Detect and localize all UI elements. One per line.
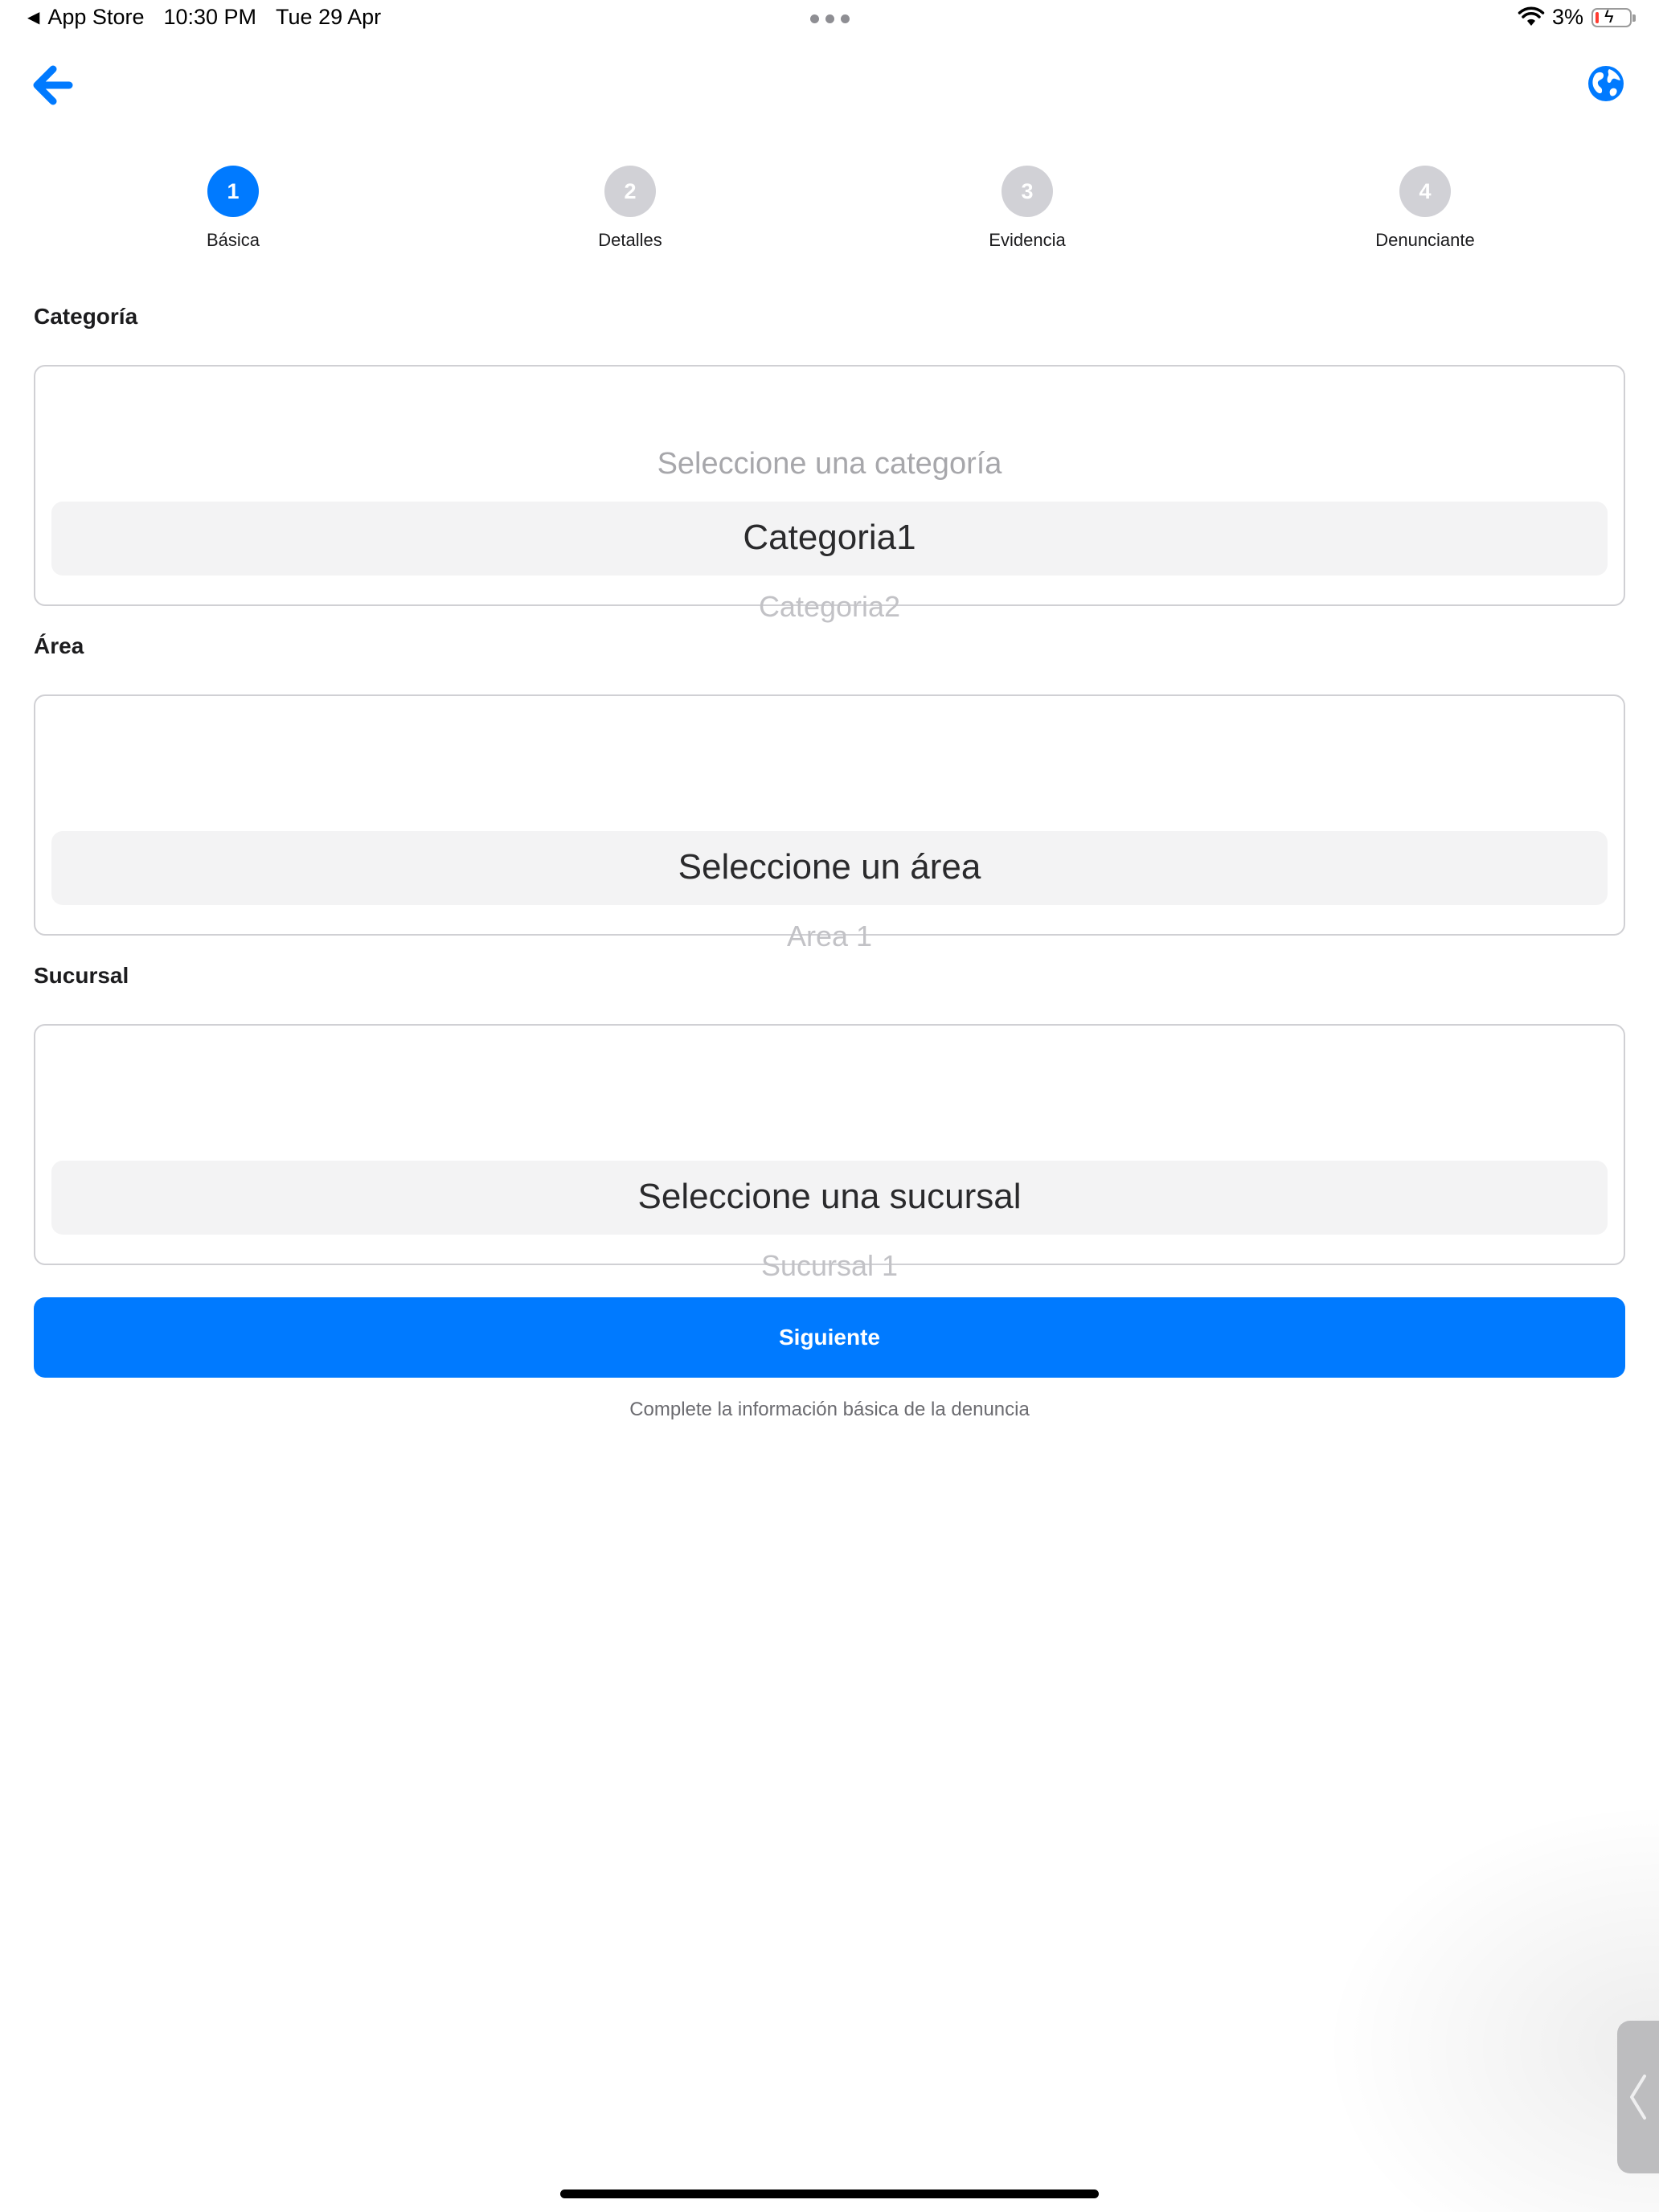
multitasking-dots-icon[interactable] (810, 14, 850, 23)
sucursal-label: Sucursal (34, 963, 129, 988)
step-number: 3 (1002, 166, 1053, 217)
home-indicator[interactable] (560, 2189, 1099, 2198)
step-denunciante[interactable] (1345, 166, 1505, 251)
step-number: 1 (207, 166, 259, 217)
back-button[interactable] (32, 64, 74, 106)
back-triangle-icon: ◀ (27, 9, 40, 27)
form-hint: Complete la información básica de la denuncia (629, 1399, 1030, 1420)
side-panel-handle[interactable] (1617, 2021, 1659, 2173)
categoria-picker[interactable] (34, 365, 1625, 623)
area-picker[interactable] (34, 694, 1625, 952)
status-right (1518, 5, 1632, 30)
step-number: 4 (1399, 166, 1451, 217)
step-label: Detalles (598, 230, 662, 250)
picker-option[interactable]: Sucursal 1 (760, 1249, 899, 1282)
categoria-label: Categoría (34, 304, 138, 329)
arrow-left-icon (32, 64, 74, 106)
step-detalles[interactable] (550, 166, 711, 251)
step-basica[interactable] (153, 166, 313, 251)
sucursal-picker[interactable] (34, 1024, 1625, 1282)
step-evidencia[interactable] (947, 166, 1108, 251)
next-button[interactable]: Siguiente (34, 1297, 1625, 1378)
picker-option[interactable]: Area 1 (786, 920, 873, 952)
status-date: Tue 29 Apr (276, 5, 382, 29)
picker-selected-option[interactable]: Categoria1 (743, 518, 916, 557)
side-shadow (1321, 1800, 1659, 2212)
charging-bolt-icon: ϟ (1604, 6, 1614, 27)
step-label: Denunciante (1375, 230, 1475, 250)
step-label: Básica (206, 230, 260, 250)
step-number: 2 (604, 166, 656, 217)
step-label: Evidencia (989, 230, 1066, 250)
battery-percent: 3% (1551, 5, 1583, 29)
picker-selected-option[interactable]: Seleccione una sucursal (637, 1177, 1022, 1216)
picker-selected-option[interactable]: Seleccione un área (678, 847, 981, 887)
status-time: 10:30 PM (163, 5, 257, 29)
status-bar (0, 0, 1659, 39)
battery-icon (1591, 8, 1632, 27)
picker-option[interactable]: Seleccione una categoría (657, 447, 1002, 481)
globe-icon (1585, 63, 1627, 104)
language-button[interactable] (1585, 63, 1627, 104)
picker-option[interactable]: Categoria2 (758, 590, 901, 623)
status-left[interactable] (27, 5, 381, 30)
chevron-left-icon (1628, 2073, 1648, 2121)
back-app-label[interactable]: App Store (47, 5, 145, 29)
wifi-icon (1518, 8, 1544, 27)
area-label: Área (34, 633, 84, 658)
